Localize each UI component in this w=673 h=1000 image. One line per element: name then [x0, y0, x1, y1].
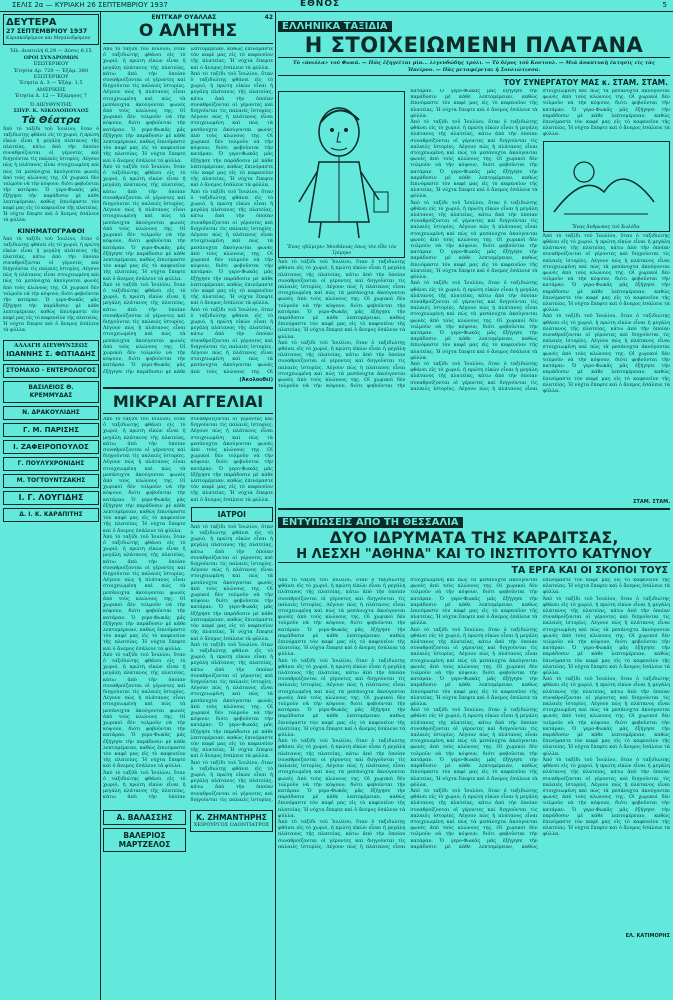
ad-box [3, 508, 99, 522]
left-sidebar [3, 14, 99, 998]
classified-ad: Ἀπὸ τὸ ταξίδι τοῦ Ἰουλίου, ὅταν ὁ ταξιδιώτης φθάνει εἰς τὸ χωριό, ἡ πρώτη εἰκὼν εἶναι ἡ μεγάλη πλάτανος τῆς πλατείας, κάτω ἀπὸ τὴν ὁποίαν συναθροίζονται οἱ γέροντες καὶ διηγοῦνται τὶς παλαιὲς ἱστορίες. Λέγουν πὼς ἡ πλάτανος εἶναι στοιχειωμένη καὶ πὼς τὰ μεσάνυχτα ἀκούγονται φωνὲς ἀπὸ τοὺς κλώνους της. Οἱ χωρικοὶ δὲν τολμοῦν νὰ τὴν κόψουν, διότι φοβοῦνται τὴν κατάραν. Ὁ γερο‑Φωκᾶς μᾶς ἐξήγησε τὴν παράδοσιν μὲ κάθε λεπτομέρειαν, καθὼς ἐπινόμαστε τὸν καφέ μας εἰς τὸ καφενεῖον τῆς πλατείας. Ἡ νύχτα ἔπεφτε καὶ ὁ ἄνεμος ἐσάλευε τὰ φύλλα. [190, 524, 273, 642]
paragraph: Ἀπὸ τὸ ταξίδι τοῦ Ἰουλίου, ὅταν ὁ ταξιδιώτης φθάνει εἰς τὸ χωριό, ἡ πρώτη εἰκὼν εἶναι ἡ μεγάλη πλάτανος τῆς πλατείας, κάτω ἀπὸ τὴν ὁποίαν συναθροίζονται οἱ γέροντες καὶ διηγοῦνται τὶς παλαιὲς ἱστορίες. Λέγουν πὼς ἡ πλάτανος εἶναι στοιχειωμένη καὶ πὼς τὰ μεσάνυχτα ἀκούγονται φωνὲς ἀπὸ τοὺς κλώνους της. Οἱ χωρικοὶ δὲν τολμοῦν νὰ τὴν κόψουν, διότι φοβοῦνται τὴν κατάραν. Ὁ γερο‑Φωκᾶς μᾶς ἐξήγησε τὴν παράδοσιν μὲ κάθε λεπτομέρειαν, καθὼς ἐπινόμαστε τὸν καφέ μας εἰς τὸ καφενεῖον τῆς πλατείας. Ἡ νύχτα ἔπεφτε καὶ ὁ ἄνεμος ἐσάλευε τὰ φύλλα. [410, 89, 670, 392]
travel-body [278, 89, 670, 499]
column-rule [100, 12, 101, 1000]
classifieds-title: ΜΙΚΡΑΙ ΑΓΓΕΛΙΑΙ [103, 387, 273, 414]
ad-box [3, 474, 99, 488]
ad-name: ΙΩΑΝΝΗΣ Σ. ΦΩΤΙΑΔΗΣ [6, 349, 96, 358]
paragraph: Ἀπὸ τὸ ταξίδι τοῦ Ἰουλίου, ὅταν ὁ ταξιδιώτης φθάνει εἰς τὸ χωριό, ἡ πρώτη εἰκὼν εἶναι ἡ μεγάλη πλάτανος τῆς πλατείας, κάτω ἀπὸ τὴν ὁποίαν συναθροίζονται οἱ γέροντες καὶ διηγοῦνται τὶς παλαιὲς ἱστορίες. Λέγουν πὼς ἡ πλάτανος εἶναι στοιχειωμένη καὶ πὼς τὰ μεσάνυχτα ἀκούγονται φωνὲς ἀπὸ τοὺς κλώνους της. Οἱ χωρικοὶ δὲν τολμοῦν νὰ τὴν κόψουν, διότι φοβοῦνται τὴν κατάραν. Ὁ γερο‑Φωκᾶς μᾶς ἐξήγησε τὴν παράδοσιν μὲ κάθε λεπτομέρειαν, καθὼς ἐπινόμαστε τὸν καφέ μας εἰς τὸ καφενεῖον τῆς πλατείας. Ἡ νύχτα ἔπεφτε καὶ ὁ ἄνεμος ἐσάλευε τὰ φύλλα. [278, 89, 538, 390]
travel-signature: ΣΤΑΜ. ΣΤΑΜ. [633, 499, 670, 505]
caricature-figure [278, 91, 405, 258]
ad-name: Γ. Μ. ΠΑΡΙΣΗΣ [22, 425, 80, 434]
display-ads-row [103, 807, 273, 855]
travel-rubric-row [278, 14, 670, 33]
travel-headline: Η ΣΤΟΙΧΕΙΩΜΕΝΗ ΠΛΑΤΑΝΑ [278, 33, 670, 58]
subscriptions-head: ΟΡΟΙ ΣΥΝΔΡΟΜΩΝ [23, 54, 79, 61]
column-rule [275, 12, 276, 1000]
ad-box [3, 406, 99, 420]
sketch-illustration [544, 142, 668, 222]
karditsa-headline-2: Η ΛΕΣΧΗ "ΑΘΗΝΑ" ΚΑΙ ΤΟ ΙΝΣΤΙΤΟΥΤΟ ΚΑΤΥΝΟΥ [278, 547, 670, 563]
subscription-line: ΕΣΩΤΕΡΙΚΟΥ [33, 61, 69, 68]
subscription-line: ΑΜΕΡΙΚΗΣ [36, 86, 66, 93]
feuilleton-author [103, 14, 273, 21]
paragraph: Ἀπὸ τὸ ταξίδι τοῦ Ἰουλίου, ὅταν ὁ ταξιδιώτης φθάνει εἰς τὸ χωριό, ἡ πρώτη εἰκὼν εἶναι ἡ μεγάλη πλάτανος τῆς πλατείας, κάτω ἀπὸ τὴν ὁποίαν συναθροίζονται οἱ γέροντες καὶ διηγοῦνται τὶς παλαιὲς ἱστορίες. Λέγουν πὼς ἡ πλάτανος εἶναι στοιχειωμένη καὶ πὼς τὰ μεσάνυχτα ἀκούγονται φωνὲς ἀπὸ τοὺς κλώνους της. Οἱ χωρικοὶ δὲν τολμοῦν νὰ τὴν κόψουν, διότι φοβοῦνται τὴν κατάραν. Ὁ γερο‑Φωκᾶς μᾶς ἐξήγησε τὴν παράδοσιν μὲ κάθε λεπτομέρειαν, καθὼς ἐπινόμαστε τὸν καφέ μας εἰς τὸ καφενεῖον τῆς πλατείας. Ἡ νύχτα ἔπεφτε καὶ ὁ ἄνεμος ἐσάλευε τὰ φύλλα. [410, 120, 538, 200]
paragraph: Ἀπὸ τὸ ταξίδι τοῦ Ἰουλίου, ὅταν ὁ ταξιδιώτης φθάνει εἰς τὸ χωριό, ἡ πρώτη εἰκὼν εἶναι ἡ μεγάλη πλάτανος τῆς πλατείας, κάτω ἀπὸ τὴν ὁποίαν συναθροίζονται οἱ γέροντες καὶ διηγοῦνται τὶς παλαιὲς ἱστορίες. Λέγουν πὼς ἡ πλάτανος εἶναι στοιχειωμένη καὶ πὼς τὰ μεσάνυχτα ἀκούγονται φωνὲς ἀπὸ τοὺς κλώνους της. Οἱ χωρικοὶ δὲν τολμοῦν νὰ τὴν κόψουν, διότι φοβοῦνται τὴν κατάραν. Ὁ γερο‑Φωκᾶς μᾶς ἐξήγησε τὴν παράδοσιν μὲ κάθε λεπτομέρειαν, καθὼς ἐπινόμαστε τὸν καφέ μας εἰς τὸ καφενεῖον τῆς πλατείας. Ἡ νύχτα ἔπεφτε καὶ ὁ ἄνεμος ἐσάλευε τὰ φύλλα. [410, 578, 670, 850]
paragraph: Ἀπὸ τὸ ταξίδι τοῦ Ἰουλίου, ὅταν ὁ ταξιδιώτης φθάνει εἰς τὸ χωριό, ἡ πρώτη εἰκὼν εἶναι ἡ μεγάλη πλάτανος τῆς πλατείας, κάτω ἀπὸ τὴν ὁποίαν συναθροίζονται οἱ γέροντες καὶ διηγοῦνται τὶς παλαιὲς ἱστορίες. Λέγουν πὼς ἡ πλάτανος εἶναι στοιχειωμένη καὶ πὼς τὰ μεσάνυχτα ἀκούγονται φωνὲς ἀπὸ τοὺς κλώνους της. Οἱ χωρικοὶ δὲν τολμοῦν νὰ τὴν κόψουν, διότι φοβοῦνται τὴν κατάραν. Ὁ γερο‑Φωκᾶς μᾶς ἐξήγησε τὴν παράδοσιν μὲ κάθε λεπτομέρειαν, καθὼς ἐπινόμαστε τὸν καφέ μας εἰς τὸ καφενεῖον τῆς πλατείας. Ἡ νύχτα ἔπεφτε καὶ ὁ ἄνεμος ἐσάλευε τὰ φύλλα. [103, 47, 186, 164]
paragraph: Ἀπὸ τὸ ταξίδι τοῦ Ἰουλίου, ὅταν ὁ ταξιδιώτης φθάνει εἰς τὸ χωριό, ἡ πρώτη εἰκὼν εἶναι ἡ μεγάλη πλάτανος τῆς πλατείας, κάτω ἀπὸ τὴν ὁποίαν συναθροίζονται οἱ γέροντες καὶ διηγοῦνται τὶς παλαιὲς ἱστορίες. Λέγουν πὼς ἡ πλάτανος εἶναι στοιχειωμένη καὶ πὼς τὰ μεσάνυχτα ἀκούγονται φωνὲς ἀπὸ τοὺς κλώνους της. Οἱ χωρικοὶ δὲν τολμοῦν νὰ τὴν κόψουν, διότι φοβοῦνται τὴν κατάραν. Ὁ γερο‑Φωκᾶς μᾶς ἐξήγησε τὴν παράδοσιν μὲ κάθε λεπτομέρειαν, καθὼς ἐπινόμαστε τὸν καφέ μας εἰς τὸ καφενεῖον τῆς πλατείας. Ἡ νύχτα ἔπεφτε καὶ ὁ ἄνεμος ἐσάλευε τὰ φύλλα. [542, 677, 670, 757]
ad-box [3, 423, 99, 437]
karditsa-subhead: ΤΑ ΕΡΓΑ ΚΑΙ ΟΙ ΣΚΟΠΟΙ ΤΟΥΣ [511, 565, 668, 576]
feuilleton-body [103, 47, 273, 377]
karditsa-article [278, 508, 670, 939]
classified-ad: Ἀπὸ τὸ ταξίδι τοῦ Ἰουλίου, ὅταν ὁ ταξιδιώτης φθάνει εἰς τὸ χωριό, ἡ πρώτη εἰκὼν εἶναι ἡ μεγάλη πλάτανος τῆς πλατείας, κάτω ἀπὸ τὴν ὁποίαν συναθροίζονται οἱ γέροντες καὶ διηγοῦνται τὶς παλαιὲς ἱστορίες. Λέγουν πὼς ἡ πλάτανος εἶναι στοιχειωμένη καὶ πὼς τὰ μεσάνυχτα ἀκούγονται φωνὲς ἀπὸ τοὺς κλώνους της. Οἱ χωρικοὶ δὲν τολμοῦν νὰ τὴν κόψουν, διότι φοβοῦνται τὴν κατάραν. Ὁ γερο‑Φωκᾶς μᾶς ἐξήγησε τὴν παράδοσιν μὲ κάθε λεπτομέρειαν, καθὼς ἐπινόμαστε τὸν καφέ μας εἰς τὸ καφενεῖον τῆς πλατείας. Ἡ νύχτα ἔπεφτε καὶ ὁ ἄνεμος ἐσάλευε τὰ φύλλα. [103, 417, 186, 534]
editor-name: ΣΠΥΡ. Κ. ΝΙΚΟΛΟΠΟΥΛΟΣ [13, 108, 89, 115]
caricature-caption: Ἕνας «βίλμιγκ» Μουδάνιας ὁπως τὸν εἶδε τὸν Τρίμηνο [286, 245, 397, 257]
cinemas-listing: Ἀπὸ τὸ ταξίδι τοῦ Ἰουλίου, ὅταν ὁ ταξιδιώτης φθάνει εἰς τὸ χωριό, ἡ πρώτη εἰκὼν εἶναι ἡ μεγάλη πλάτανος τῆς πλατείας, κάτω ἀπὸ τὴν ὁποίαν συναθροίζονται οἱ γέροντες καὶ διηγοῦνται τὶς παλαιὲς ἱστορίες. Λέγουν πὼς ἡ πλάτανος εἶναι στοιχειωμένη καὶ πὼς τὰ μεσάνυχτα ἀκούγονται φωνὲς ἀπὸ τοὺς κλώνους της. Οἱ χωρικοὶ δὲν τολμοῦν νὰ τὴν κόψουν, διότι φοβοῦνται τὴν κατάραν. Ὁ γερο‑Φωκᾶς μᾶς ἐξήγησε τὴν παράδοσιν μὲ κάθε λεπτομέρειαν, καθὼς ἐπινόμαστε τὸν καφέ μας εἰς τὸ καφενεῖον τῆς πλατείας. Ἡ νύχτα ἔπεφτε καὶ ὁ ἄνεμος ἐσάλευε τὰ φύλλα. [3, 236, 99, 334]
paragraph: Ἀπὸ τὸ ταξίδι τοῦ Ἰουλίου, ὅταν ὁ ταξιδιώτης φθάνει εἰς τὸ χωριό, ἡ πρώτη εἰκὼν εἶναι ἡ μεγάλη πλάτανος τῆς πλατείας, κάτω ἀπὸ τὴν ὁποίαν συναθροίζονται οἱ γέροντες καὶ διηγοῦνται τὶς παλαιὲς ἱστορίες. Λέγουν πὼς ἡ πλάτανος εἶναι στοιχειωμένη καὶ πὼς τὰ μεσάνυχτα ἀκούγονται φωνὲς ἀπὸ τοὺς κλώνους της. Οἱ χωρικοὶ δὲν τολμοῦν νὰ τὴν κόψουν, διότι φοβοῦνται τὴν κατάραν. Ὁ γερο‑Φωκᾶς μᾶς ἐξήγησε τὴν παράδοσιν μὲ κάθε λεπτομέρειαν, καθὼς ἐπινόμαστε τὸν καφέ μας εἰς τὸ καφενεῖον τῆς πλατείας. Ἡ νύχτα ἔπεφτε καὶ ὁ ἄνεμος ἐσάλευε τὰ φύλλα. [278, 578, 538, 850]
paragraph: Ἀπὸ τὸ ταξίδι τοῦ Ἰουλίου, ὅταν ὁ ταξιδιώτης φθάνει εἰς τὸ χωριό, ἡ πρώτη εἰκὼν εἶναι ἡ μεγάλη πλάτανος τῆς πλατείας, κάτω ἀπὸ τὴν ὁποίαν συναθροίζονται οἱ γέροντες καὶ διηγοῦνται τὶς παλαιὲς ἱστορίες. Λέγουν πὼς ἡ πλάτανος εἶναι στοιχειωμένη καὶ πὼς τὰ μεσάνυχτα ἀκούγονται φωνὲς ἀπὸ τοὺς κλώνους της. Οἱ χωρικοὶ δὲν τολμοῦν νὰ τὴν κόψουν, διότι φοβοῦνται τὴν κατάραν. Ὁ γερο‑Φωκᾶς μᾶς ἐξήγησε τὴν παράδοσιν μὲ κάθε λεπτομέρειαν, καθὼς ἐπινόμαστε τὸν καφέ μας εἰς τὸ καφενεῖον τῆς πλατείας. Ἡ νύχτα ἔπεφτε καὶ ὁ ἄνεμος ἐσάλευε τὰ φύλλα. [410, 708, 538, 788]
paragraph: Ἀπὸ τὸ ταξίδι τοῦ Ἰουλίου, ὅταν ὁ ταξιδιώτης φθάνει εἰς τὸ χωριό, ἡ πρώτη εἰκὼν εἶναι ἡ μεγάλη πλάτανος τῆς πλατείας, κάτω ἀπὸ τὴν ὁποίαν συναθροίζονται οἱ γέροντες καὶ διηγοῦνται τὶς παλαιὲς ἱστορίες. Λέγουν πὼς ἡ πλάτανος εἶναι στοιχειωμένη καὶ πὼς τὰ μεσάνυχτα ἀκούγονται φωνὲς ἀπὸ τοὺς κλώνους της. Οἱ χωρικοὶ δὲν τολμοῦν νὰ τὴν κόψουν, διότι φοβοῦνται τὴν κατάραν. Ὁ γερο‑Φωκᾶς μᾶς ἐξήγησε τὴν παράδοσιν μὲ κάθε λεπτομέρειαν, καθὼς ἐπινόμαστε τὸν καφέ μας εἰς τὸ καφενεῖον τῆς πλατείας. Ἡ νύχτα ἔπεφτε καὶ ὁ ἄνεμος ἐσάλευε τὰ φύλλα. [278, 260, 406, 340]
ad-name: Κ. ΖΗΜΑΝΤΗΡΗΣ [196, 813, 267, 822]
ad-box [3, 491, 99, 505]
classified-ad: Ἀπὸ τὸ ταξίδι τοῦ Ἰουλίου, ὅταν ὁ ταξιδιώτης φθάνει εἰς τὸ χωριό, ἡ πρώτη εἰκὼν εἶναι ἡ μεγάλη πλάτανος τῆς πλατείας, κάτω ἀπὸ τὴν ὁποίαν συναθροίζονται οἱ γέροντες καὶ διηγοῦνται τὶς παλαιὲς ἱστορίες. Λέγουν πὼς ἡ πλάτανος εἶναι στοιχειωμένη καὶ πὼς τὰ μεσάνυχτα ἀκούγονται φωνὲς ἀπὸ τοὺς κλώνους της. Οἱ χωρικοὶ δὲν τολμοῦν νὰ τὴν κόψουν, διότι φοβοῦνται τὴν κατάραν. Ὁ γερο‑Φωκᾶς μᾶς ἐξήγησε τὴν παράδοσιν μὲ κάθε λεπτομέρειαν, καθὼς ἐπινόμαστε τὸν καφέ μας εἰς τὸ καφενεῖον τῆς πλατείας. Ἡ νύχτα ἔπεφτε καὶ ὁ ἄνεμος ἐσάλευε τὰ φύλλα. [103, 534, 186, 652]
ad-box [3, 457, 99, 471]
classified-ad: Ἀπὸ τὸ ταξίδι τοῦ Ἰουλίου, ὅταν ὁ ταξιδιώτης φθάνει εἰς τὸ χωριό, ἡ πρώτη εἰκὼν εἶναι ἡ μεγάλη πλάτανος τῆς πλατείας, κάτω ἀπὸ τὴν ὁποίαν συναθροίζονται οἱ γέροντες καὶ διηγοῦνται τὶς παλαιὲς ἱστορίες. [190, 760, 273, 803]
feuilleton-column [103, 14, 273, 998]
editor-head: Ὁ ΔΙΕΥΘΥΝΤΗΣ [30, 101, 72, 108]
feuilleton-author-name: ΕΝΤΓΚΑΡ ΟΥΑΛΛΑΣ [151, 14, 217, 21]
ad-box [103, 810, 186, 825]
full-date: 27 ΣΕΠΤΕΜΒΡΙΟΥ 1937 [6, 28, 88, 35]
ad-box [3, 340, 99, 360]
classified-ad: Ἀπὸ τὸ ταξίδι τοῦ Ἰουλίου, ὅταν ὁ ταξιδιώτης φθάνει εἰς τὸ χωριό, ἡ πρώτη εἰκὼν εἶναι ἡ μεγάλη πλάτανος τῆς πλατείας, κάτω ἀπὸ τὴν ὁποίαν συναθροίζονται οἱ γέροντες καὶ διηγοῦνται τὶς παλαιὲς ἱστορίες. Λέγουν πὼς ἡ πλάτανος εἶναι στοιχειωμένη καὶ πὼς τὰ μεσάνυχτα ἀκούγονται φωνὲς ἀπὸ τοὺς κλώνους της. Οἱ χωρικοὶ δὲν τολμοῦν νὰ τὴν κόψουν, διότι φοβοῦνται τὴν κατάραν. Ὁ γερο‑Φωκᾶς μᾶς ἐξήγησε τὴν παράδοσιν μὲ κάθε λεπτομέρειαν, καθὼς ἐπινόμαστε τὸν καφέ μας εἰς τὸ καφενεῖον τῆς πλατείας. Ἡ νύχτα ἔπεφτε καὶ ὁ ἄνεμος ἐσάλευε τὰ φύλλα. [103, 652, 186, 770]
main-articles [278, 14, 670, 998]
ad-name: Δ. Ι. Κ. ΚΑΡΑΠΙΤΗΣ [19, 510, 83, 518]
karditsa-rubric-row [278, 510, 670, 529]
sketch-figure [543, 141, 670, 232]
paragraph: Ἀπὸ τὸ ταξίδι τοῦ Ἰουλίου, ὅταν ὁ ταξιδιώτης φθάνει εἰς τὸ χωριό, ἡ πρώτη εἰκὼν εἶναι ἡ μεγάλη πλάτανος τῆς πλατείας, κάτω ἀπὸ τὴν ὁποίαν συναθροίζονται οἱ γέροντες καὶ διηγοῦνται τὶς παλαιὲς ἱστορίες. Λέγουν πὼς ἡ πλάτανος εἶναι στοιχειωμένη καὶ πὼς τὰ μεσάνυχτα ἀκούγονται φωνὲς ἀπὸ τοὺς κλώνους της. Οἱ χωρικοὶ δὲν τολμοῦν νὰ τὴν κόψουν, διότι φοβοῦνται τὴν κατάραν. Ὁ γερο‑Φωκᾶς μᾶς ἐξήγησε τὴν παράδοσιν μὲ κάθε λεπτομέρειαν, καθὼς ἐπινόμαστε τὸν καφέ μας εἰς τὸ καφενεῖον τῆς πλατείας. Ἡ νύχτα ἔπεφτε καὶ ὁ ἄνεμος ἐσάλευε τὰ φύλλα. [542, 314, 670, 394]
ad-box [3, 364, 99, 378]
ad-name: Ι. Γ. ΛΟΥΓΙΔΗΣ [18, 492, 84, 502]
date-block [3, 14, 99, 45]
paragraph: Ἀπὸ τὸ ταξίδι τοῦ Ἰουλίου, ὅταν ὁ ταξιδιώτης φθάνει εἰς τὸ χωριό, ἡ πρώτη εἰκὼν εἶναι ἡ μεγάλη πλάτανος τῆς πλατείας, κάτω ἀπὸ τὴν ὁποίαν συναθροίζονται οἱ γέροντες καὶ διηγοῦνται τὶς παλαιὲς ἱστορίες. Λέγουν πὼς ἡ πλάτανος εἶναι στοιχειωμένη καὶ πὼς τὰ μεσάνυχτα ἀκούγονται φωνὲς ἀπὸ τοὺς κλώνους της. Οἱ χωρικοὶ δὲν τολμοῦν νὰ τὴν κόψουν, διότι φοβοῦνται τὴν κατάραν. Ὁ γερο‑Φωκᾶς μᾶς ἐξήγησε τὴν παράδοσιν μὲ κάθε λεπτομέρειαν, καθὼς ἐπινόμαστε τὸν καφέ μας εἰς τὸ καφενεῖον τῆς πλατείας. Ἡ νύχτα ἔπεφτε καὶ ὁ ἄνεμος ἐσάλευε τὰ φύλλα. [278, 658, 406, 739]
date-sub: Κυριακοδρόμιον και Μεγαλοδρόμιον [6, 36, 91, 41]
theatres-heading: Τὰ Θέατρα [21, 115, 81, 127]
feuilleton-number: 42 [264, 14, 273, 21]
subscription-line: Ἐτησία Δρ. 720 — Ἑξάμ. 380 [13, 67, 89, 74]
paragraph: Ἀπὸ τὸ ταξίδι τοῦ Ἰουλίου, ὅταν ὁ ταξιδιώτης φθάνει εἰς τὸ χωριό, ἡ πρώτη εἰκὼν εἶναι ἡ μεγάλη πλάτανος τῆς πλατείας, κάτω ἀπὸ τὴν ὁποίαν συναθροίζονται οἱ γέροντες καὶ διηγοῦνται τὶς παλαιὲς ἱστορίες. Λέγουν πὼς ἡ πλάτανος εἶναι στοιχειωμένη καὶ πὼς τὰ μεσάνυχτα ἀκούγονται φωνὲς ἀπὸ τοὺς κλώνους της. Οἱ χωρικοὶ δὲν τολμοῦν νὰ τὴν κόψουν, διότι φοβοῦνται τὴν κατάραν. Ὁ γερο‑Φωκᾶς μᾶς ἐξήγησε τὴν παράδοσιν μὲ κάθε λεπτομέρειαν, καθὼς ἐπινόμαστε τὸν καφέ μας εἰς τὸ καφενεῖον τῆς πλατείας. Ἡ νύχτα ἔπεφτε καὶ ὁ ἄνεμος ἐσάλευε τὰ φύλλα. [278, 739, 406, 819]
page-number: 5 [662, 1, 667, 9]
paragraph: Ἀπὸ τὸ ταξίδι τοῦ Ἰουλίου, ὅταν ὁ ταξιδιώτης φθάνει εἰς τὸ χωριό, ἡ πρώτη εἰκὼν εἶναι ἡ μεγάλη πλάτανος τῆς πλατείας, κάτω ἀπὸ τὴν ὁποίαν συναθροίζονται οἱ γέροντες καὶ διηγοῦνται τὶς παλαιὲς ἱστορίες. Λέγουν πὼς ἡ πλάτανος εἶναι στοιχειωμένη καὶ πὼς τὰ μεσάνυχτα ἀκούγονται φωνὲς ἀπὸ τοὺς κλώνους της. Οἱ χωρικοὶ δὲν τολμοῦν νὰ τὴν κόψουν, διότι φοβοῦνται τὴν κατάραν. Ὁ γερο‑Φωκᾶς μᾶς ἐξήγησε τὴν παράδοσιν μὲ κάθε λεπτομέρειαν, καθὼς ἐπινόμαστε τὸν καφέ μας εἰς τὸ καφενεῖον τῆς πλατείας. Ἡ νύχτα ἔπεφτε καὶ ὁ ἄνεμος ἐσάλευε τὰ φύλλα. [542, 596, 670, 677]
karditsa-rubric: ΕΝΤΥΠΩΣΕΙΣ ΑΠΟ ΤΗ ΘΕΣΣΑΛΙΑ [278, 517, 463, 528]
classified-ad: Ἀπὸ τὸ ταξίδι τοῦ Ἰουλίου, ὅταν ὁ ταξιδιώτης φθάνει εἰς τὸ χωριό, ἡ πρώτη εἰκὼν εἶναι ἡ μεγάλη πλάτανος τῆς πλατείας, κάτω ἀπὸ τὴν ὁποίαν συναθροίζονται οἱ γέροντες καὶ διηγοῦνται τὶς παλαιὲς ἱστορίες. Λέγουν πὼς ἡ πλάτανος εἶναι στοιχειωμένη καὶ πὼς τὰ μεσάνυχτα ἀκούγονται φωνὲς ἀπὸ τοὺς κλώνους της. Οἱ χωρικοὶ δὲν τολμοῦν νὰ τὴν κόψουν, διότι φοβοῦνται τὴν κατάραν. Ὁ γερο‑Φωκᾶς μᾶς ἐξήγησε τὴν παράδοσιν μὲ κάθε λεπτομέρειαν, καθὼς ἐπινόμαστε τὸν καφέ μας εἰς τὸ καφενεῖον τῆς πλατείας. Ἡ νύχτα ἔπεφτε καὶ ὁ ἄνεμος ἐσάλευε τὰ φύλλα. [103, 417, 273, 801]
header-date: ΣΕΛΙΣ 2α — ΚΥΡΙΑΚΗ 26 ΣΕΠΤΕΜΒΡΙΟΥ 1937 [12, 1, 168, 9]
ad-box [3, 440, 99, 454]
ad-name: Γ. ΠΟΥΛΥΧΡΟΝΙΔΗΣ [17, 459, 85, 467]
ad-name: ΜΑΡΤΖΕΛΟΣ [118, 840, 171, 849]
paragraph: Ἀπὸ τὸ ταξίδι τοῦ Ἰουλίου, ὅταν ὁ ταξιδιώτης φθάνει εἰς τὸ χωριό, ἡ πρώτη εἰκὼν εἶναι ἡ μεγάλη πλάτανος τῆς πλατείας, κάτω ἀπὸ τὴν ὁποίαν συναθροίζονται οἱ γέροντες καὶ διηγοῦνται τὶς παλαιὲς ἱστορίες. Λέγουν πὼς ἡ πλάτανος εἶναι στοιχειωμένη καὶ πὼς τὰ μεσάνυχτα ἀκούγονται φωνὲς ἀπὸ τοὺς κλώνους της. Οἱ χωρικοὶ δὲν τολμοῦν νὰ τὴν κόψουν, διότι φοβοῦνται τὴν κατάραν. Ὁ γερο‑Φωκᾶς μᾶς ἐξήγησε τὴν παράδοσιν μὲ κάθε λεπτομέρειαν, καθὼς ἐπινόμαστε τὸν καφέ μας εἰς τὸ καφενεῖον τῆς πλατείας. Ἡ νύχτα ἔπεφτε καὶ ὁ ἄνεμος ἐσάλευε τὰ φύλλα. [410, 627, 538, 708]
feuilleton-signature: (Ἀκολουθεῖ) [239, 377, 273, 383]
ad-role: ΧΕΙΡΟΥΡΓΟΣ ΟΔΟΝΤΙΑΤΡΟΣ [193, 822, 270, 828]
section-label-text: ΙΑΤΡΟΙ [217, 509, 246, 519]
display-ads-right [190, 807, 273, 855]
classifieds-body [103, 417, 273, 807]
paragraph: Ἀπὸ τὸ ταξίδι τοῦ Ἰουλίου, ὅταν ὁ ταξιδιώτης φθάνει εἰς τὸ χωριό, ἡ πρώτη εἰκὼν εἶναι ἡ μεγάλη πλάτανος τῆς πλατείας, κάτω ἀπὸ τὴν ὁποίαν συναθροίζονται οἱ γέροντες καὶ διηγοῦνται τὶς παλαιὲς ἱστορίες. Λέγουν πὼς ἡ πλάτανος εἶναι στοιχειωμένη καὶ πὼς τὰ μεσάνυχτα ἀκούγονται φωνὲς ἀπὸ τοὺς κλώνους της. Οἱ χωρικοὶ δὲν τολμοῦν νὰ τὴν κόψουν, διότι φοβοῦνται τὴν κατάραν. Ὁ γερο‑Φωκᾶς μᾶς ἐξήγησε τὴν παράδοσιν μὲ κάθε λεπτομέρειαν, καθὼς ἐπινόμαστε τὸν καφέ μας εἰς τὸ καφενεῖον τῆς πλατείας. Ἡ νύχτα ἔπεφτε καὶ ὁ ἄνεμος ἐσάλευε τὰ φύλλα. [190, 71, 273, 189]
paragraph: Ἀπὸ τὸ ταξίδι τοῦ Ἰουλίου, ὅταν ὁ ταξιδιώτης φθάνει εἰς τὸ χωριό, ἡ πρώτη εἰκὼν εἶναι ἡ μεγάλη πλάτανος τῆς πλατείας, κάτω ἀπὸ τὴν ὁποίαν συναθροίζονται οἱ γέροντες καὶ διηγοῦνται τὶς παλαιὲς ἱστορίες. Λέγουν πὼς ἡ πλάτανος εἶναι στοιχειωμένη καὶ πὼς τὰ μεσάνυχτα ἀκούγονται φωνὲς ἀπὸ τοὺς κλώνους της. Οἱ χωρικοὶ δὲν τολμοῦν νὰ τὴν κόψουν, διότι φοβοῦνται τὴν κατάραν. Ὁ γερο‑Φωκᾶς μᾶς ἐξήγησε τὴν παράδοσιν μὲ κάθε λεπτομέρειαν, καθὼς ἐπινόμαστε τὸν καφέ μας εἰς τὸ καφενεῖον τῆς πλατείας. Ἡ νύχτα ἔπεφτε καὶ ὁ ἄνεμος ἐσάλευε τὰ φύλλα. [190, 189, 273, 307]
paragraph: Ἀπὸ τὸ ταξίδι τοῦ Ἰουλίου, ὅταν ὁ ταξιδιώτης φθάνει εἰς τὸ χωριό, ἡ πρώτη εἰκὼν εἶναι ἡ μεγάλη πλάτανος τῆς πλατείας, κάτω ἀπὸ τὴν ὁποίαν συναθροίζονται οἱ γέροντες καὶ διηγοῦνται τὶς παλαιὲς ἱστορίες. Λέγουν πὼς ἡ πλάτανος εἶναι στοιχειωμένη καὶ πὼς τὰ μεσάνυχτα ἀκούγονται φωνὲς ἀπὸ τοὺς κλώνους της. Οἱ χωρικοὶ δὲν τολμοῦν νὰ τὴν κόψουν, διότι φοβοῦνται τὴν κατάραν. Ὁ γερο‑Φωκᾶς μᾶς ἐξήγησε τὴν παράδοσιν μὲ κάθε λεπτομέρειαν, καθὼς ἐπινόμαστε τὸν καφέ μας εἰς τὸ καφενεῖον τῆς πλατείας. Ἡ νύχτα ἔπεφτε καὶ ὁ ἄνεμος ἐσάλευε τὰ φύλλα. [103, 47, 273, 375]
ad-box [103, 828, 186, 852]
ad-name: Α. ΒΑΛΑΣΣΗΣ [116, 813, 173, 822]
ad-name: Ν. ΔΡΑΚΟΥΛΙΔΗΣ [22, 408, 80, 416]
ad-name: ΒΑΣΙΛΕΙΟΣ Θ. ΚΡΕΜΜΥΔΑΣ [28, 383, 74, 399]
ad-name: ΒΑΛΕΡΙΟΣ [123, 831, 166, 840]
karditsa-headline: ΔΥΟ ΙΔΡΥΜΑΤΑ ΤΗΣ ΚΑΡΔΙΤΣΑΣ, [329, 528, 619, 547]
travel-byline: ΤΟΥ ΣΥΝΕΡΓΑΤΟΥ ΜΑΣ κ. ΣΤΑΜ. ΣΤΑΜ. [503, 78, 668, 87]
caricature-illustration [279, 92, 403, 242]
travel-rubric: ΕΛΛΗΝΙΚΑ ΤΑΞΙΔΙΑ [278, 21, 392, 32]
cinemas-heading: ΚΙΝΗΜΑΤΟΓΡΑΦΟΙ [17, 227, 85, 236]
paragraph: Ἀπὸ τὸ ταξίδι τοῦ Ἰουλίου, ὅταν ὁ ταξιδιώτης φθάνει εἰς τὸ χωριό, ἡ πρώτη εἰκὼν εἶναι ἡ μεγάλη πλάτανος τῆς πλατείας, κάτω ἀπὸ τὴν ὁποίαν συναθροίζονται οἱ γέροντες καὶ διηγοῦνται τὶς παλαιὲς ἱστορίες. Λέγουν πὼς ἡ πλάτανος εἶναι στοιχειωμένη καὶ πὼς τὰ μεσάνυχτα ἀκούγονται φωνὲς ἀπὸ τοὺς κλώνους της. Οἱ χωρικοὶ δὲν τολμοῦν νὰ τὴν κόψουν, διότι φοβοῦνται τὴν κατάραν. Ὁ γερο‑Φωκᾶς μᾶς ἐξήγησε τὴν παράδοσιν μὲ κάθε λεπτομέρειαν, καθὼς ἐπινόμαστε τὸν καφέ μας εἰς τὸ καφενεῖον τῆς πλατείας. Ἡ νύχτα ἔπεφτε καὶ ὁ ἄνεμος ἐσάλευε τὰ φύλλα. [542, 757, 670, 838]
paragraph: Ἀπὸ τὸ ταξίδι τοῦ Ἰουλίου, ὅταν ὁ ταξιδιώτης φθάνει εἰς τὸ χωριό, ἡ πρώτη εἰκὼν εἶναι ἡ μεγάλη πλάτανος τῆς πλατείας, κάτω ἀπὸ τὴν ὁποίαν συναθροίζονται οἱ γέροντες καὶ διηγοῦνται τὶς παλαιὲς ἱστορίες. Λέγουν πὼς ἡ πλάτανος εἶναι στοιχειωμένη καὶ πὼς τὰ μεσάνυχτα ἀκούγονται φωνὲς ἀπὸ τοὺς κλώνους της. Οἱ χωρικοὶ δὲν τολμοῦν νὰ τὴν κόψουν, διότι φοβοῦνται τὴν κατάραν. Ὁ γερο‑Φωκᾶς μᾶς ἐξήγησε τὴν παράδοσιν μὲ κάθε λεπτομέρειαν, καθὼς ἐπινόμαστε τὸν καφέ μας εἰς τὸ καφενεῖον τῆς πλατείας. Ἡ νύχτα ἔπεφτε καὶ ὁ ἄνεμος ἐσάλευε τὰ φύλλα. [410, 281, 538, 361]
karditsa-body [278, 578, 670, 933]
display-ads-left [103, 807, 186, 855]
page-header [0, 0, 673, 12]
masthead: ΕΘΝΟΣ [300, 0, 341, 9]
ad-heading: ΣΤΟΜΑΧΟ - ΕΝΤΕΡΟΛΟΓΟΣ [6, 366, 96, 374]
ad-name: Μ. ΤΟΓΤΟΥΝΤΖΑΚΗΣ [16, 476, 86, 484]
day-name: ΔΕΥΤΕΡΑ [6, 17, 57, 28]
paragraph: Ἀπὸ τὸ ταξίδι τοῦ Ἰουλίου, ὅταν ὁ ταξιδιώτης φθάνει εἰς τὸ χωριό, ἡ πρώτη εἰκὼν εἶναι ἡ μεγάλη πλάτανος τῆς πλατείας, κάτω ἀπὸ τὴν ὁποίαν συναθροίζονται οἱ γέροντες καὶ διηγοῦνται τὶς παλαιὲς ἱστορίες. Λέγουν πὼς ἡ πλάτανος εἶναι στοιχειωμένη καὶ πὼς τὰ μεσάνυχτα ἀκούγονται φωνὲς ἀπὸ τοὺς κλώνους της. Οἱ χωρικοὶ δὲν τολμοῦν νὰ τὴν κόψουν, διότι φοβοῦνται τὴν κατάραν. Ὁ γερο‑Φωκᾶς μᾶς ἐξήγησε τὴν παράδοσιν μὲ κάθε λεπτομέρειαν, καθὼς ἐπινόμαστε τὸν καφέ μας εἰς τὸ καφενεῖον τῆς πλατείας. Ἡ νύχτα ἔπεφτε καὶ ὁ ἄνεμος ἐσάλευε τὰ φύλλα. [103, 164, 186, 282]
paragraph: Ἀπὸ τὸ ταξίδι τοῦ Ἰουλίου, ὅταν ὁ ταξιδιώτης φθάνει εἰς τὸ χωριό, ἡ πρώτη εἰκὼν εἶναι ἡ μεγάλη πλάτανος τῆς πλατείας, κάτω ἀπὸ τὴν ὁποίαν συναθροίζονται οἱ γέροντες καὶ διηγοῦνται τὶς παλαιὲς ἱστορίες. Λέγουν πὼς ἡ πλάτανος εἶναι στοιχειωμένη καὶ πὼς τὰ μεσάνυχτα ἀκούγονται φωνὲς ἀπὸ τοὺς κλώνους της. Οἱ [190, 307, 273, 375]
classified-ad: Ἀπὸ τὸ ταξίδι τοῦ Ἰουλίου, ὅταν ὁ ταξιδιώτης φθάνει εἰς τὸ χωριό, ἡ πρώτη εἰκὼν εἶναι ἡ μεγάλη πλάτανος τῆς πλατείας, κάτω ἀπὸ τὴν ὁποίαν συναθροίζονται οἱ γέροντες καὶ διηγοῦνται τὶς παλαιὲς ἱστορίες. Λέγουν πὼς ἡ πλάτανος εἶναι στοιχειωμένη καὶ πὼς τὰ μεσάνυχτα ἀκούγονται φωνὲς ἀπὸ τοὺς κλώνους της. Οἱ χωρικοὶ δὲν τολμοῦν νὰ τὴν κόψουν, διότι φοβοῦνται τὴν κατάραν. Ὁ γερο‑Φωκᾶς μᾶς ἐξήγησε τὴν παράδοσιν μὲ κάθε λεπτομέρειαν, καθὼς ἐπινόμαστε τὸν καφέ μας εἰς τὸ καφενεῖον τῆς πλατείας. Ἡ νύχτα ἔπεφτε καὶ ὁ ἄνεμος ἐσάλευε τὰ φύλλα. [190, 642, 273, 760]
section-label [191, 507, 274, 522]
sunrise-line: Ἡλ. ἀνατολή 6,29 — Δύσις 6,15 [10, 48, 92, 55]
travel-deck: Τὸ «ποιόλα» τοῦ Φωκά. — Πῶς ἐξηγεῖται μία... λεγενδώδης τρόλι. — Τὸ δέρος τοῦ Κοντουλ. — Μιὰ ἀναπτυκὴ ἐκτησίς εἰς τὰς Ἠπείρου. — Πᾶς μεταφέρεται ἡ Σουλιώτισσα. [278, 58, 670, 76]
subscription-line: Ἐτησία Δ. 12 — Ἑξάμηνος 7 [15, 93, 87, 100]
theatres-listing: Ἀπὸ τὸ ταξίδι τοῦ Ἰουλίου, ὅταν ὁ ταξιδιώτης φθάνει εἰς τὸ χωριό, ἡ πρώτη εἰκὼν εἶναι ἡ μεγάλη πλάτανος τῆς πλατείας, κάτω ἀπὸ τὴν ὁποίαν συναθροίζονται οἱ γέροντες καὶ διηγοῦνται τὶς παλαιὲς ἱστορίες. Λέγουν πὼς ἡ πλάτανος εἶναι στοιχειωμένη καὶ πὼς τὰ μεσάνυχτα ἀκούγονται φωνὲς ἀπὸ τοὺς κλώνους της. Οἱ χωρικοὶ δὲν τολμοῦν νὰ τὴν κόψουν, διότι φοβοῦνται τὴν κατάραν. Ὁ γερο‑Φωκᾶς μᾶς ἐξήγησε τὴν παράδοσιν μὲ κάθε λεπτομέρειαν, καθὼς ἐπινόμαστε τὸν καφέ μας εἰς τὸ καφενεῖον τῆς πλατείας. Ἡ νύχτα ἔπεφτε καὶ ὁ ἄνεμος ἐσάλευε τὰ φύλλα. [3, 126, 99, 224]
paragraph: Ἀπὸ τὸ ταξίδι τοῦ Ἰουλίου, ὅταν ὁ ταξιδιώτης φθάνει εἰς τὸ χωριό, ἡ πρώτη εἰκὼν εἶναι ἡ μεγάλη πλάτανος τῆς πλατείας, κάτω ἀπὸ τὴν ὁποίαν συναθροίζονται οἱ γέροντες καὶ διηγοῦνται τὶς παλαιὲς ἱστορίες. Λέγουν πὼς ἡ πλάτανος εἶναι στοιχειωμένη καὶ πὼς τὰ μεσάνυχτα ἀκούγονται φωνὲς ἀπὸ τοὺς κλώνους της. Οἱ χωρικοὶ δὲν τολμοῦν νὰ τὴν κόψουν, διότι φοβοῦνται τὴν κατάραν. Ὁ γερο‑Φωκᾶς μᾶς ἐξήγησε τὴν παράδοσιν μὲ κάθε λεπτομέρειαν, καθὼς ἐπινόμαστε τὸν καφέ μας εἰς τὸ καφενεῖον τῆς πλατείας. Ἡ νύχτα ἔπεφτε καὶ ὁ ἄνεμος ἐσάλευε τὰ φύλλα. [542, 233, 670, 314]
paragraph: Ἀπὸ τὸ ταξίδι τοῦ Ἰουλίου, ὅταν ὁ ταξιδιώτης φθάνει εἰς τὸ χωριό, ἡ πρώτη εἰκὼν εἶναι ἡ μεγάλη πλάτανος τῆς πλατείας, κάτω ἀπὸ τὴν ὁποίαν συναθροίζονται οἱ γέροντες καὶ διηγοῦνται τὶς παλαιὲς ἱστορίες. Λέγουν πὼς ἡ πλάτανος εἶναι στοιχειωμένη καὶ πὼς τὰ μεσάνυχτα ἀκούγονται φωνὲς ἀπὸ τοὺς κλώνους της. Οἱ χωρικοὶ δὲν τολμοῦν νὰ τὴν κόψουν, διότι φοβοῦνται τὴν κατάραν. Ὁ γερο‑Φωκᾶς μᾶς ἐξήγησε τὴν παράδοσιν μὲ κάθε λεπτομέρειαν, καθὼς ἐπινόμαστε τὸν καφέ μας εἰς τὸ καφενεῖον τῆς πλατείας. Ἡ νύχτα ἔπεφτε καὶ ὁ ἄνεμος ἐσάλευε τὰ φύλλα. [278, 578, 406, 658]
ad-box [3, 381, 99, 403]
sketch-caption: Ἕνας ἄνθρωπος τοῦ Χωλέδα. [571, 224, 641, 230]
paragraph: Ἀπὸ τὸ ταξίδι τοῦ Ἰουλίου, ὅταν ὁ ταξιδιώτης φθάνει εἰς τὸ χωριό, ἡ πρώτη εἰκὼν εἶναι ἡ μεγάλη πλάτανος τῆς πλατείας, κάτω ἀπὸ τὴν ὁποίαν συναθροίζονται οἱ γέροντες καὶ διηγοῦνται τὶς παλαιὲς ἱστορίες. Λέγουν πὼς ἡ πλάτανος εἶναι στοιχειωμένη καὶ πὼς τὰ μεσάνυχτα ἀκούγονται φωνὲς ἀπὸ τοὺς κλώνους της. Οἱ χωρικοὶ δὲν τολμοῦν νὰ τὴν κόψουν, διότι φοβοῦνται τὴν κατάραν. Ὁ γερο‑Φωκᾶς μᾶς ἐξήγησε τὴν παράδοσιν μὲ κάθε λεπτομέρειαν, καθὼς ἐπινόμαστε τὸν καφέ μας εἰς τὸ καφενεῖον τῆς πλατείας. Ἡ νύχτα ἔπεφτε καὶ ὁ ἄνεμος ἐσάλευε τὰ φύλλα. [410, 200, 538, 281]
ad-box [190, 810, 273, 832]
subscription-line: ΕΞΩΤΕΡΙΚΟΥ [33, 74, 69, 81]
ad-heading: ΑΛΛΑΓΗ ΔΙΕΥΘΥΝΣΕΩΣ [14, 343, 88, 350]
karditsa-signature: ΕΛ. ΚΑΤΙΜΟΡΗΣ [625, 933, 670, 939]
ad-name: Ι. ΖΑΦΕΙΡΟΠΟΥΛΟΣ [13, 442, 89, 451]
feuilleton-title: Ο ΑΛΗΤΗΣ [103, 21, 273, 44]
subscription-line: Ἐτησία Δ. 3 — Ἑξάμ. 1,5 [19, 80, 83, 87]
